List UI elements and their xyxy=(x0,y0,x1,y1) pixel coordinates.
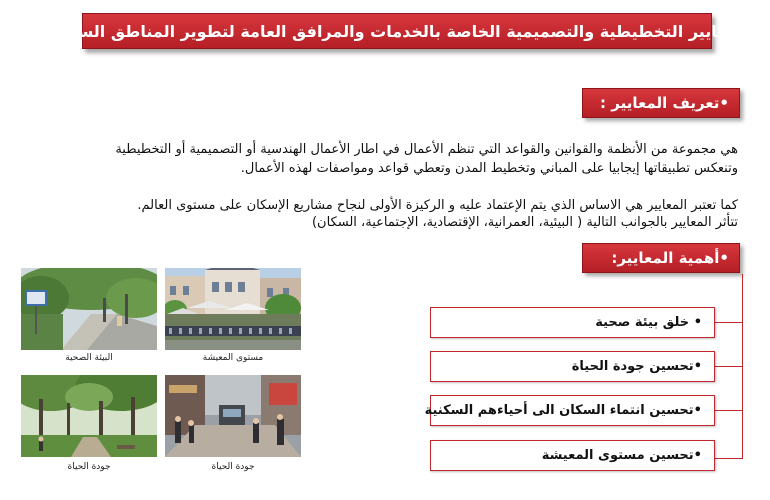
connector-branch xyxy=(715,366,742,367)
definition-line-3: كما تعتبر المعايير هي الاساس الذي يتم الإعتماد عليه و الركيزة الأولى لنجاح مشاريع الإسكان على مستوى العالم. xyxy=(137,198,738,213)
page-title: المعايير التخطيطية والتصميمية الخاصة بالخدمات والمرافق العامة لتطوير المناطق السكنية xyxy=(82,13,712,49)
definition-line-4: تتأثر المعايير بالجوانب التالية ( البيئية، العمرانية، الإقتصادية، الإجتماعية، السكان) xyxy=(311,215,738,230)
connector-branch xyxy=(715,410,742,411)
definition-line-1: هي مجموعة من الأنظمة والقوانين والقواعد التي تنظم الأعمال في اطار الأعمال الهندسية أو التصميمية أو التخطيطية xyxy=(115,142,738,157)
definition-heading: •تعريف المعايير : xyxy=(582,88,740,118)
living-standard-photo xyxy=(165,268,301,350)
definition-line-2: وتنعكس تطبيقاتها إيجابيا على المباني وتخطيط المدن وتعطي قواعد ومواصفات لهذه الأعمال. xyxy=(240,161,738,176)
photo-caption: جودة الحياة xyxy=(67,462,111,472)
connector-branch xyxy=(715,458,742,459)
importance-point: •تحسين مستوى المعيشة xyxy=(430,440,715,471)
healthy-environment-photo xyxy=(21,268,157,350)
importance-point: • خلق بيئة صحية xyxy=(430,307,715,338)
importance-point: •تحسين انتماء السكان الى أحياءهم السكنية xyxy=(430,395,715,426)
connector-branch xyxy=(715,322,742,323)
photo-caption: جودة الحياة xyxy=(211,462,255,472)
photo-caption: البيئة الصحية xyxy=(65,353,113,363)
photo-caption: مستوى المعيشة xyxy=(202,353,264,363)
importance-point: •تحسين جودة الحياة xyxy=(430,351,715,382)
importance-heading: •أهمية المعايير: xyxy=(582,243,740,273)
quality-of-life-park-photo xyxy=(21,375,157,457)
quality-of-life-street-photo xyxy=(165,375,301,457)
